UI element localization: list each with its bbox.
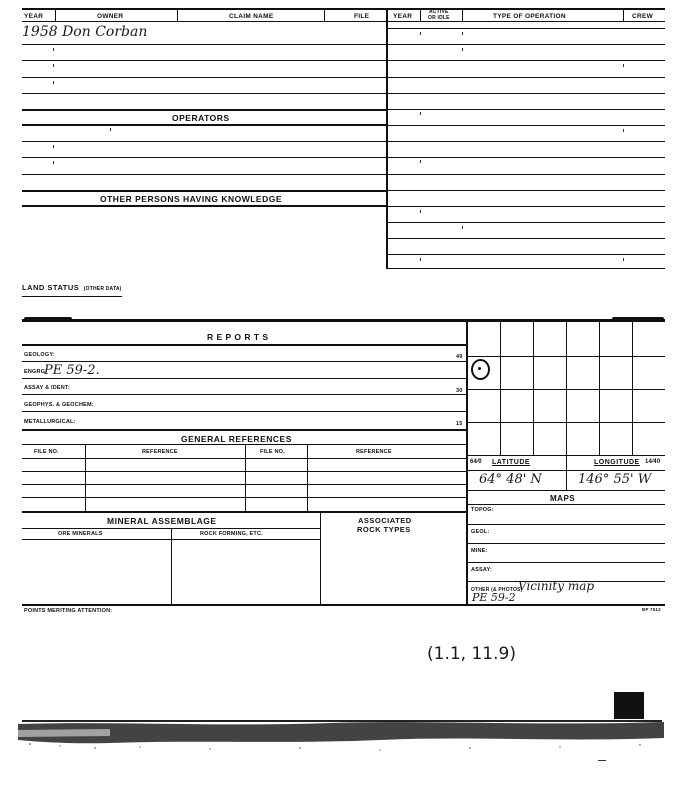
row-rule (22, 157, 386, 158)
row-rule (22, 484, 466, 485)
reference-header-2: REFERENCE (356, 449, 392, 455)
tick (53, 145, 54, 148)
row-rule (388, 44, 665, 45)
hdr-sep (324, 9, 325, 21)
tick (462, 226, 463, 229)
form-number: BP 7512 (642, 607, 661, 612)
col-header-idle: OR IDLE (428, 15, 450, 21)
tick (53, 48, 54, 51)
coord-rule (468, 470, 665, 471)
row-rule (388, 174, 665, 175)
tick (462, 48, 463, 51)
row-rule (388, 206, 665, 207)
land-status-sublabel: (OTHER DATA) (83, 286, 122, 292)
grid-row (468, 422, 665, 423)
longitude-label: LONGITUDE (594, 459, 640, 466)
grid-row (468, 356, 665, 357)
location-circle (471, 359, 490, 380)
rock-forming-header: ROCK FORMING, ETC. (200, 531, 263, 537)
longitude-value: 146° 55' W (578, 472, 652, 487)
col-sep (307, 444, 308, 511)
col-sep (85, 444, 86, 511)
row-rule (22, 378, 466, 379)
other-photos-value-2: PE 59-2 (472, 591, 516, 604)
coord-sep (566, 455, 567, 490)
row-rule (22, 344, 466, 346)
file-no-header-2: FILE NO. (260, 449, 285, 455)
assay-map-label: ASSAY: (471, 567, 493, 573)
hdr-sep (462, 9, 463, 21)
ore-minerals-header: ORE MINERALS (58, 531, 103, 537)
row-rule (22, 458, 466, 459)
scale-15: 15 (456, 421, 463, 427)
row-rule (22, 411, 466, 412)
engrg-value: PE 59-2. (44, 363, 100, 378)
handwritten-note: (1.1, 11.9) (427, 644, 516, 664)
col-header-crew: CREW (632, 13, 654, 20)
reports-bottom-rule (22, 604, 665, 606)
tick (53, 161, 54, 164)
row-rule (22, 77, 386, 78)
top-rule (22, 8, 665, 10)
geol-label: GEOL: (471, 529, 490, 535)
tick (420, 258, 421, 261)
row-rule (22, 361, 466, 362)
points-meriting-attention: POINTS MERITING ATTENTION: (24, 608, 113, 614)
col-header-file: FILE (354, 13, 370, 20)
row-rule (388, 28, 665, 29)
scale-49: 49 (456, 354, 463, 360)
col-header-type-of-operation: TYPE OF OPERATION (493, 13, 566, 20)
row-rule (22, 205, 386, 207)
other-persons-heading: OTHER PERSONS HAVING KNOWLEDGE (100, 194, 283, 204)
row-rule (388, 60, 665, 61)
row-rule (22, 93, 386, 94)
col-header-active: ACTIVE (429, 9, 449, 15)
other-photos-label: OTHER (& PHOTOS) (471, 587, 523, 593)
maps-title: MAPS (550, 494, 576, 503)
tick (110, 128, 111, 131)
engrg-label: ENGRG: (24, 369, 48, 375)
tick (420, 160, 421, 163)
col-header-year-2: YEAR (393, 13, 413, 20)
row-rule (22, 444, 466, 445)
tick (462, 32, 463, 35)
mine-label: MINE: (471, 548, 488, 554)
row-rule (388, 238, 665, 239)
tick (623, 64, 624, 67)
topog-label: TOPOG: (471, 507, 494, 513)
tick (53, 64, 54, 67)
tick (623, 129, 624, 132)
operators-heading: OPERATORS (172, 113, 230, 123)
maps-rule (468, 562, 665, 563)
col-header-claim-name: CLAIM NAME (229, 13, 274, 20)
tick (623, 258, 624, 261)
row-rule (388, 77, 665, 78)
scan-artifact (0, 680, 678, 809)
maps-rule (468, 504, 665, 505)
tick (420, 210, 421, 213)
row-rule (22, 44, 386, 45)
row-rule (388, 222, 665, 223)
lat-prefix: 64⁄0 (470, 459, 482, 465)
coord-rule (468, 490, 665, 491)
general-references-title: GENERAL REFERENCES (181, 434, 292, 444)
col-sep (245, 444, 246, 511)
reference-header-1: REFERENCE (142, 449, 178, 455)
row-rule (388, 268, 665, 269)
row-rule (388, 141, 665, 142)
center-divider (386, 9, 388, 269)
associated-label: ASSOCIATED (358, 516, 412, 525)
row-rule (388, 125, 665, 126)
reports-title: R E P O R T S (207, 332, 269, 342)
reports-top-rule (22, 319, 665, 322)
other-photos-value: Vicinity map (518, 579, 595, 593)
row-rule (22, 394, 466, 395)
rule-blot (24, 317, 72, 322)
col-sep (171, 528, 172, 605)
row-rule (388, 93, 665, 94)
row-rule (22, 190, 386, 192)
row-rule (22, 497, 466, 498)
assay-ident-label: ASSAY & IDENT: (24, 385, 70, 391)
row-rule (22, 60, 386, 61)
row-rule (22, 471, 466, 472)
row-rule (22, 511, 466, 513)
maps-rule (468, 543, 665, 544)
hdr-sep (420, 9, 421, 21)
scale-30: 30 (456, 388, 463, 394)
mineral-assemblage-title: MINERAL ASSEMBLAGE (107, 516, 217, 526)
tick (420, 32, 421, 35)
row-rule (388, 254, 665, 255)
owner-entry: 1958 Don Corban (22, 24, 148, 40)
land-status-heading (22, 277, 122, 297)
metallurgical-label: METALLURGICAL: (24, 419, 76, 425)
row-rule (388, 109, 665, 110)
row-rule (388, 190, 665, 191)
land-status-label: LAND STATUS (22, 283, 80, 292)
grid-row (468, 389, 665, 390)
rock-types-label: ROCK TYPES (357, 525, 411, 534)
row-rule (22, 124, 386, 126)
geophys-label: GEOPHYS. & GEOCHEM: (24, 402, 94, 408)
lon-suffix: 14⁄40 (645, 459, 661, 465)
row-rule (22, 141, 386, 142)
hdr-sep (177, 9, 178, 21)
row-rule (388, 157, 665, 158)
location-dot (478, 367, 481, 370)
col-header-year: YEAR (24, 13, 44, 20)
tick (420, 112, 421, 115)
row-rule (22, 174, 386, 175)
hdr-sep (623, 9, 624, 21)
rule-blot (612, 317, 664, 322)
header-rule (22, 21, 665, 22)
file-no-header-1: FILE NO. (34, 449, 59, 455)
maps-rule (468, 524, 665, 525)
row-rule (22, 429, 466, 431)
hdr-sep (55, 9, 56, 21)
latitude-label: LATITUDE (492, 459, 531, 466)
geology-label: GEOLOGY: (24, 352, 55, 358)
row-rule (22, 109, 386, 111)
tick (53, 81, 54, 84)
col-sep (320, 511, 321, 605)
col-header-owner: OWNER (97, 13, 124, 20)
latitude-value: 64° 48' N (479, 472, 542, 487)
